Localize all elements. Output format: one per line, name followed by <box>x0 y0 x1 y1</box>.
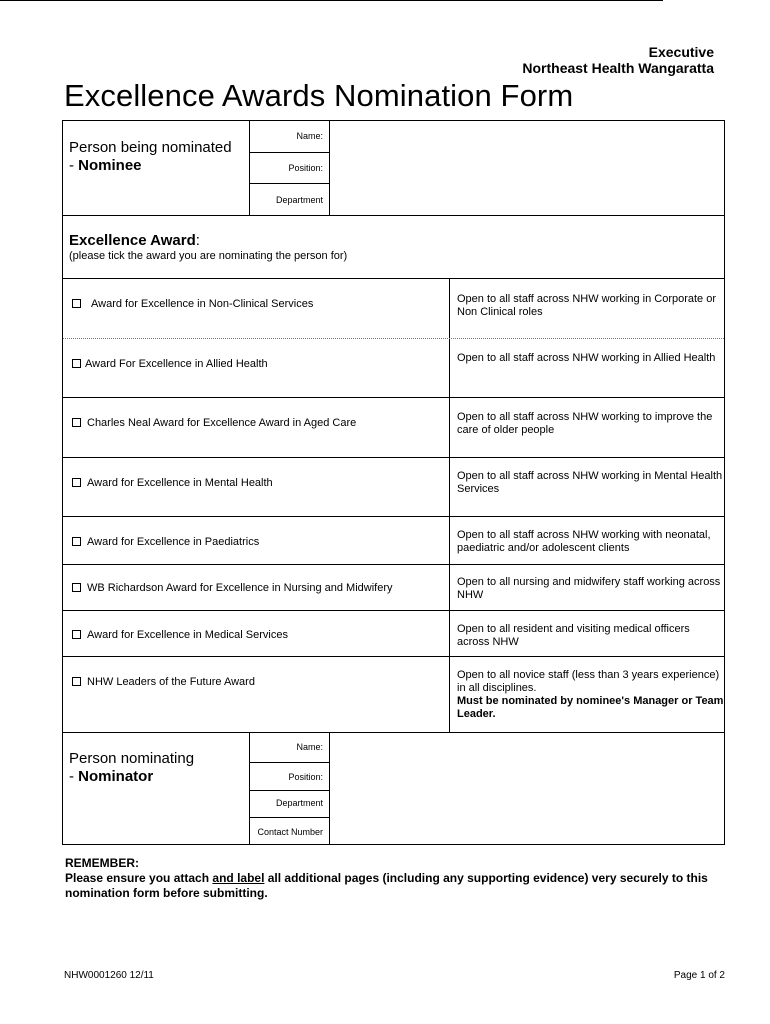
header-rule <box>0 0 663 1</box>
award-description: Open to all staff across NHW working in Corporate or Non Clinical roles <box>457 293 717 318</box>
nominee-field-divider <box>329 121 330 215</box>
award-option[interactable] <box>72 298 313 310</box>
award-checkbox[interactable] <box>72 630 81 639</box>
row-line <box>63 457 724 458</box>
nominator-contact-label: Contact Number <box>257 827 323 837</box>
award-description-note: Must be nominated by nominee's Manager or Team Leader. <box>457 695 724 720</box>
nominee-name-label: Name: <box>296 131 323 141</box>
nominator-name-label: Name: <box>296 742 323 752</box>
award-label: WB Richardson Award for Excellence in Nursing and Midwifery <box>87 582 393 594</box>
row-line <box>63 338 724 339</box>
nominator-name-field[interactable] <box>331 733 724 761</box>
award-description: Open to all staff across NHW working in Allied Health <box>457 352 716 364</box>
award-checkbox[interactable] <box>72 418 81 427</box>
nominator-heading-bold: Nominator <box>78 768 154 785</box>
reminder-text <box>65 871 735 901</box>
award-option[interactable] <box>72 536 259 548</box>
section-line <box>63 278 724 279</box>
award-checkbox[interactable] <box>72 677 81 686</box>
nominee-heading-prefix: - <box>69 157 79 174</box>
row-line <box>63 610 724 611</box>
award-label: NHW Leaders of the Future Award <box>87 676 255 688</box>
award-option[interactable] <box>72 629 288 641</box>
award-description <box>457 669 725 721</box>
award-label: Award For Excellence in Allied Health <box>85 358 268 370</box>
nominator-heading-line1: Person nominating <box>69 750 195 767</box>
award-option[interactable] <box>72 417 356 429</box>
nominator-department-label: Department <box>275 798 323 808</box>
row-line <box>63 564 724 565</box>
award-option[interactable] <box>72 582 392 594</box>
award-heading-colon: : <box>195 232 200 249</box>
nominee-heading <box>69 139 232 175</box>
nominator-department-field[interactable] <box>331 791 724 816</box>
award-checkbox[interactable] <box>72 299 81 308</box>
nominee-row-line <box>249 183 329 184</box>
award-description: Open to all resident and visiting medical officers across NHW <box>457 623 690 648</box>
page-title: Excellence Awards Nomination Form <box>64 78 574 113</box>
nominee-row-line <box>249 152 329 153</box>
nominee-department-label: Department <box>275 195 323 205</box>
row-line <box>63 656 724 657</box>
nominee-position-label: Position: <box>288 163 323 173</box>
award-label: Award for Excellence in Mental Health <box>87 477 273 489</box>
reminder-text-part: all additional pages (including any supporting evidence) very securely to this nomination form before submitting. <box>65 871 708 900</box>
award-checkbox[interactable] <box>72 478 81 487</box>
nominator-position-field[interactable] <box>331 763 724 789</box>
page-number: Page 1 of 2 <box>673 970 725 981</box>
reminder-text-part: Please ensure you attach <box>65 871 213 885</box>
section-line <box>63 215 724 216</box>
nomination-form-table <box>62 120 725 845</box>
award-instruction: (please tick the award you are nominating the person for) <box>69 250 348 262</box>
award-description: Open to all nursing and midwifery staff working across NHW <box>457 576 721 601</box>
row-line <box>63 397 724 398</box>
nominee-department-field[interactable] <box>331 184 724 214</box>
award-checkbox[interactable] <box>72 359 81 368</box>
award-option[interactable] <box>72 477 273 489</box>
reminder-heading: REMEMBER: <box>65 856 139 870</box>
nominator-heading-prefix: - <box>69 768 79 785</box>
award-description: Open to all staff across NHW working with neonatal, paediatric and/or adolescent clients <box>457 529 711 554</box>
award-checkbox[interactable] <box>72 537 81 546</box>
award-description-text: Open to all novice staff (less than 3 years experience) in all disciplines. <box>457 669 720 694</box>
award-heading-bold: Excellence Award <box>69 232 196 249</box>
nominator-row-line <box>249 790 329 791</box>
award-label: Award for Excellence in Non-Clinical Services <box>91 298 314 310</box>
award-description: Open to all staff across NHW working to improve the care of older people <box>457 411 713 436</box>
nominee-name-field[interactable] <box>331 122 724 151</box>
award-label: Award for Excellence in Paediatrics <box>87 536 260 548</box>
nominee-position-field[interactable] <box>331 153 724 182</box>
award-label: Award for Excellence in Medical Services <box>87 629 288 641</box>
award-column-divider <box>449 278 450 732</box>
nominator-field-divider <box>329 732 330 844</box>
nominator-row-line <box>249 762 329 763</box>
award-heading <box>69 232 200 250</box>
nominator-contact-field[interactable] <box>331 818 724 843</box>
award-option[interactable] <box>72 358 268 370</box>
award-label: Charles Neal Award for Excellence Award in Aged Care <box>87 417 357 429</box>
reminder-note <box>65 856 735 901</box>
nominator-heading <box>69 750 194 786</box>
nominator-position-label: Position: <box>288 772 323 782</box>
nominee-heading-line1: Person being nominated <box>69 139 232 156</box>
row-line <box>63 516 724 517</box>
award-option[interactable] <box>72 676 255 688</box>
nominator-row-line <box>249 817 329 818</box>
header-organisation: Northeast Health Wangaratta <box>522 60 714 76</box>
reminder-text-underlined: and label <box>212 871 265 885</box>
header-department: Executive <box>648 44 714 60</box>
award-description: Open to all staff across NHW working in Mental Health Services <box>457 470 723 495</box>
nominee-heading-bold: Nominee <box>78 157 142 174</box>
form-code: NHW0001260 12/11 <box>64 970 154 981</box>
award-checkbox[interactable] <box>72 583 81 592</box>
